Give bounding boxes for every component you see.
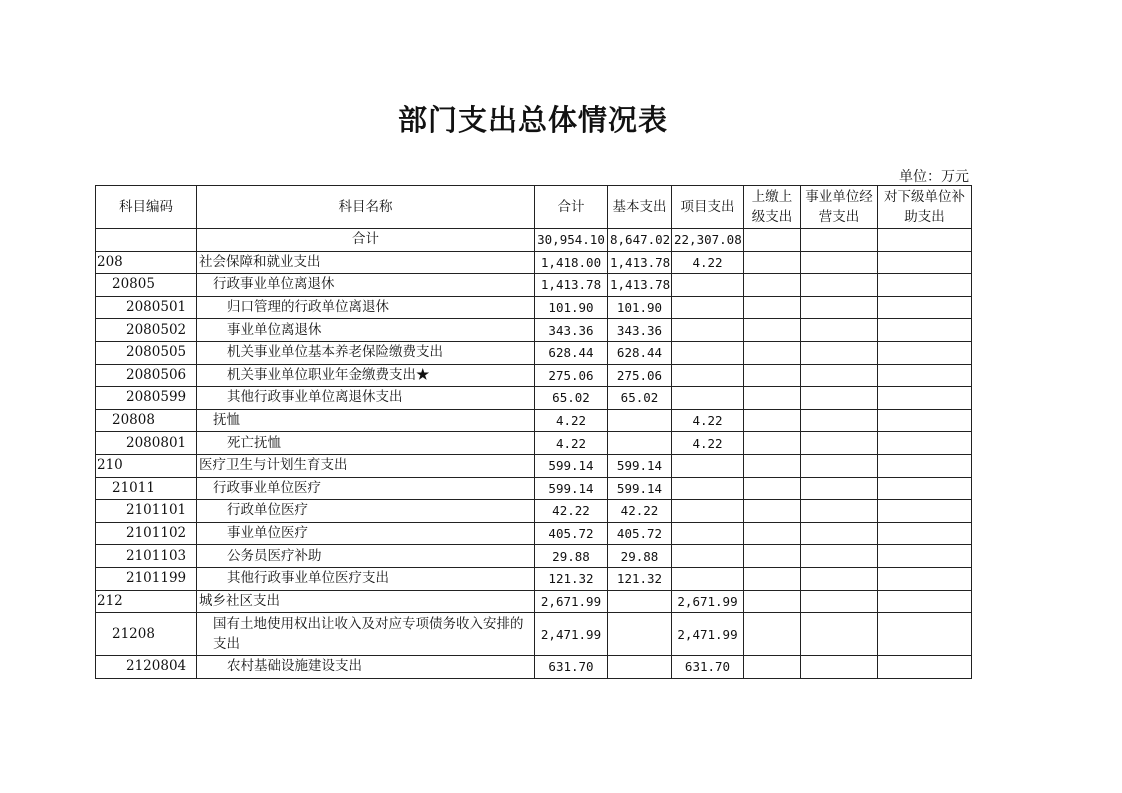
cell-total: 2,671.99 (535, 590, 608, 613)
cell-upper (744, 590, 801, 613)
table-row (96, 567, 972, 590)
cell-name: 合计 (197, 229, 535, 252)
cell-subsidy (878, 656, 972, 679)
cell-upper (744, 567, 801, 590)
header-upper-payment: 上缴上级支出 (744, 186, 801, 229)
cell-code: 2080505 (96, 341, 197, 364)
cell-upper (744, 500, 801, 523)
cell-project: 4.22 (672, 251, 744, 274)
cell-upper (744, 296, 801, 319)
cell-project (672, 364, 744, 387)
cell-total: 405.72 (535, 522, 608, 545)
cell-project: 22,307.08 (672, 229, 744, 252)
page-title: 部门支出总体情况表 (397, 103, 668, 137)
table-row (96, 409, 972, 432)
cell-code: 2080506 (96, 364, 197, 387)
cell-name: 归口管理的行政单位离退休 (197, 296, 535, 319)
cell-name: 行政事业单位离退休 (197, 274, 535, 297)
header-basic: 基本支出 (608, 186, 672, 229)
cell-subsidy (878, 432, 972, 455)
cell-code (96, 229, 197, 252)
cell-upper (744, 229, 801, 252)
cell-project (672, 341, 744, 364)
cell-subsidy (878, 567, 972, 590)
cell-total: 275.06 (535, 364, 608, 387)
table-row (96, 364, 972, 387)
cell-total: 1,413.78 (535, 274, 608, 297)
cell-upper (744, 341, 801, 364)
cell-business (801, 409, 878, 432)
table-header-row (96, 186, 972, 229)
cell-business (801, 364, 878, 387)
cell-total: 29.88 (535, 545, 608, 568)
cell-business (801, 522, 878, 545)
cell-business (801, 229, 878, 252)
cell-code: 208 (96, 251, 197, 274)
cell-upper (744, 274, 801, 297)
table-row (96, 274, 972, 297)
cell-basic: 121.32 (608, 567, 672, 590)
cell-subsidy (878, 296, 972, 319)
cell-project: 631.70 (672, 656, 744, 679)
cell-basic: 599.14 (608, 454, 672, 477)
cell-subsidy (878, 545, 972, 568)
cell-name: 国有土地使用权出让收入及对应专项债务收入安排的支出 (197, 613, 535, 656)
cell-project (672, 454, 744, 477)
cell-upper (744, 432, 801, 455)
cell-upper (744, 613, 801, 656)
cell-business (801, 545, 878, 568)
table-row (96, 296, 972, 319)
table-row (96, 590, 972, 613)
cell-upper (744, 454, 801, 477)
cell-code: 21011 (96, 477, 197, 500)
cell-business (801, 251, 878, 274)
header-total: 合计 (535, 186, 608, 229)
cell-basic (608, 590, 672, 613)
cell-business (801, 590, 878, 613)
cell-basic: 29.88 (608, 545, 672, 568)
cell-project (672, 567, 744, 590)
table-row (96, 613, 972, 656)
cell-name: 事业单位医疗 (197, 522, 535, 545)
cell-project (672, 319, 744, 342)
cell-basic: 599.14 (608, 477, 672, 500)
cell-name: 机关事业单位职业年金缴费支出★ (197, 364, 535, 387)
cell-project: 2,471.99 (672, 613, 744, 656)
cell-business (801, 274, 878, 297)
cell-project (672, 477, 744, 500)
cell-total: 121.32 (535, 567, 608, 590)
table-row (96, 522, 972, 545)
cell-name: 其他行政事业单位医疗支出 (197, 567, 535, 590)
cell-upper (744, 522, 801, 545)
cell-basic (608, 613, 672, 656)
total-row (96, 229, 972, 252)
cell-business (801, 454, 878, 477)
cell-code: 2101103 (96, 545, 197, 568)
cell-total: 2,471.99 (535, 613, 608, 656)
cell-subsidy (878, 387, 972, 410)
cell-total: 65.02 (535, 387, 608, 410)
cell-code: 2080502 (96, 319, 197, 342)
cell-code: 2080501 (96, 296, 197, 319)
cell-project (672, 387, 744, 410)
cell-name: 行政单位医疗 (197, 500, 535, 523)
table-row (96, 477, 972, 500)
header-subject-name: 科目名称 (197, 186, 535, 229)
unit-label: 单位：万元 (899, 169, 969, 185)
cell-code: 2101102 (96, 522, 197, 545)
cell-subsidy (878, 251, 972, 274)
cell-code: 21208 (96, 613, 197, 656)
cell-basic: 101.90 (608, 296, 672, 319)
cell-subsidy (878, 500, 972, 523)
table-row (96, 387, 972, 410)
cell-project (672, 522, 744, 545)
cell-subsidy (878, 613, 972, 656)
table-row (96, 319, 972, 342)
table-row (96, 454, 972, 477)
cell-total: 4.22 (535, 432, 608, 455)
cell-name: 社会保障和就业支出 (197, 251, 535, 274)
table-row (96, 500, 972, 523)
cell-subsidy (878, 409, 972, 432)
table-row (96, 432, 972, 455)
cell-total: 599.14 (535, 477, 608, 500)
cell-name: 城乡社区支出 (197, 590, 535, 613)
cell-total: 631.70 (535, 656, 608, 679)
cell-subsidy (878, 229, 972, 252)
cell-business (801, 319, 878, 342)
cell-upper (744, 387, 801, 410)
expenditure-table (95, 185, 972, 679)
cell-code: 2080599 (96, 387, 197, 410)
cell-project (672, 500, 744, 523)
cell-upper (744, 409, 801, 432)
cell-basic (608, 656, 672, 679)
cell-name: 事业单位离退休 (197, 319, 535, 342)
cell-total: 42.22 (535, 500, 608, 523)
header-subsidy: 对下级单位补助支出 (878, 186, 972, 229)
cell-business (801, 613, 878, 656)
header-subject-code: 科目编码 (96, 186, 197, 229)
table-row (96, 251, 972, 274)
cell-code: 2101199 (96, 567, 197, 590)
cell-code: 212 (96, 590, 197, 613)
cell-code: 2101101 (96, 500, 197, 523)
cell-project: 4.22 (672, 432, 744, 455)
cell-total: 1,418.00 (535, 251, 608, 274)
cell-total: 343.36 (535, 319, 608, 342)
cell-upper (744, 545, 801, 568)
cell-upper (744, 477, 801, 500)
cell-subsidy (878, 477, 972, 500)
header-project: 项目支出 (672, 186, 744, 229)
cell-business (801, 656, 878, 679)
cell-project (672, 545, 744, 568)
cell-name: 农村基础设施建设支出 (197, 656, 535, 679)
cell-business (801, 341, 878, 364)
cell-basic (608, 432, 672, 455)
cell-name: 抚恤 (197, 409, 535, 432)
cell-total: 628.44 (535, 341, 608, 364)
cell-basic: 1,413.78 (608, 274, 672, 297)
cell-project: 2,671.99 (672, 590, 744, 613)
cell-basic: 1,413.78 (608, 251, 672, 274)
cell-basic: 65.02 (608, 387, 672, 410)
cell-name: 死亡抚恤 (197, 432, 535, 455)
cell-name: 公务员医疗补助 (197, 545, 535, 568)
cell-business (801, 387, 878, 410)
cell-total: 101.90 (535, 296, 608, 319)
cell-subsidy (878, 522, 972, 545)
cell-basic: 8,647.02 (608, 229, 672, 252)
cell-business (801, 296, 878, 319)
cell-business (801, 500, 878, 523)
cell-upper (744, 656, 801, 679)
cell-subsidy (878, 454, 972, 477)
cell-business (801, 432, 878, 455)
cell-project (672, 296, 744, 319)
cell-project (672, 274, 744, 297)
cell-upper (744, 364, 801, 387)
cell-name: 医疗卫生与计划生育支出 (197, 454, 535, 477)
cell-basic: 405.72 (608, 522, 672, 545)
cell-code: 210 (96, 454, 197, 477)
cell-business (801, 477, 878, 500)
cell-subsidy (878, 319, 972, 342)
cell-business (801, 567, 878, 590)
cell-upper (744, 251, 801, 274)
cell-subsidy (878, 341, 972, 364)
cell-name: 机关事业单位基本养老保险缴费支出 (197, 341, 535, 364)
cell-total: 599.14 (535, 454, 608, 477)
cell-upper (744, 319, 801, 342)
cell-basic: 42.22 (608, 500, 672, 523)
cell-total: 30,954.10 (535, 229, 608, 252)
cell-basic (608, 409, 672, 432)
cell-total: 4.22 (535, 409, 608, 432)
header-business: 事业单位经营支出 (801, 186, 878, 229)
cell-subsidy (878, 364, 972, 387)
cell-name: 行政事业单位医疗 (197, 477, 535, 500)
cell-subsidy (878, 274, 972, 297)
table-row (96, 545, 972, 568)
cell-code: 20805 (96, 274, 197, 297)
cell-code: 2120804 (96, 656, 197, 679)
cell-name: 其他行政事业单位离退休支出 (197, 387, 535, 410)
cell-code: 20808 (96, 409, 197, 432)
cell-subsidy (878, 590, 972, 613)
cell-basic: 628.44 (608, 341, 672, 364)
table-row (96, 656, 972, 679)
table-row (96, 341, 972, 364)
cell-basic: 343.36 (608, 319, 672, 342)
cell-project: 4.22 (672, 409, 744, 432)
cell-code: 2080801 (96, 432, 197, 455)
cell-basic: 275.06 (608, 364, 672, 387)
